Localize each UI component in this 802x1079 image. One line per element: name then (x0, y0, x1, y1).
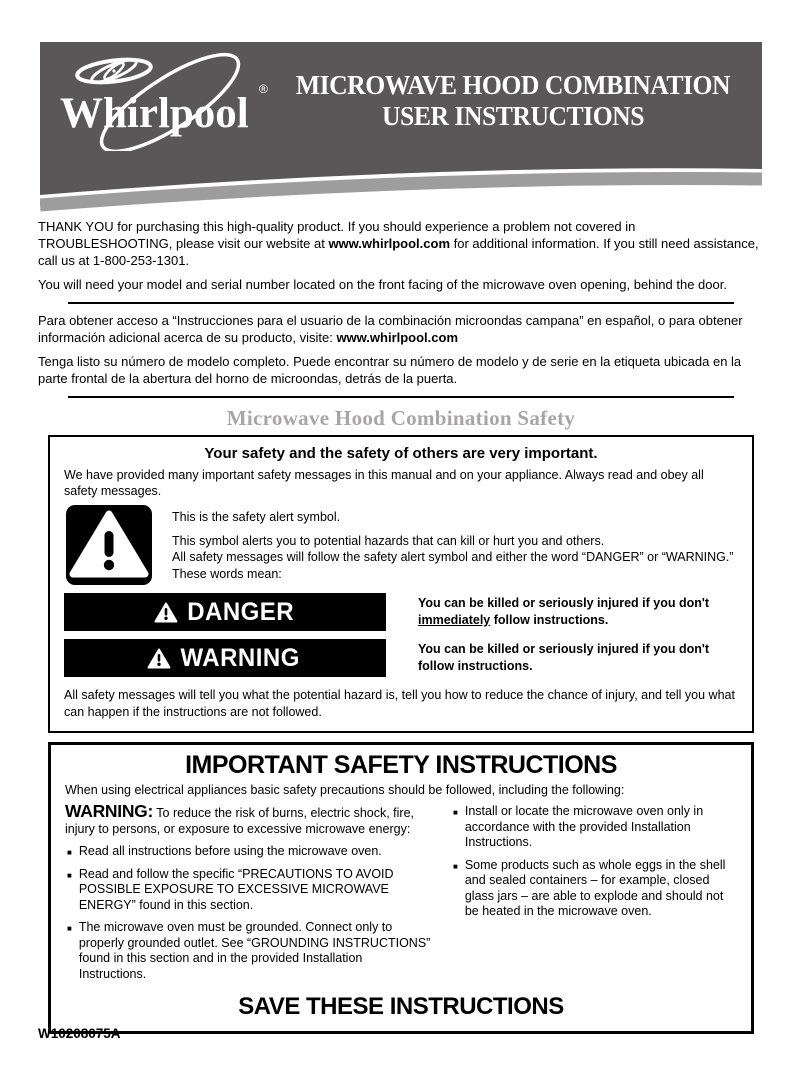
safety-section-title: Microwave Hood Combination Safety (226, 406, 576, 430)
list-item (451, 804, 739, 851)
thank-you-text-cont: for additional information. If you still need assistance, call us at 1-800-253-1301. (38, 236, 759, 268)
danger-description (418, 595, 738, 629)
registered-mark: ® (259, 81, 268, 96)
whirlpool-logo-icon (52, 47, 282, 151)
list-item (451, 858, 739, 920)
banner-swoosh (40, 160, 762, 212)
safety-closing-text: All safety messages will tell you what the potential hazard is, tell you how to reduce the chance of injury, and tell you what can happen if the instructions are not followed. (64, 688, 735, 719)
danger-alert-icon (154, 602, 178, 623)
header-banner (40, 42, 762, 212)
whirlpool-url-spanish: www.whirlpool.com (336, 330, 459, 345)
spanish-access-paragraph (38, 312, 764, 346)
safety-intro-text: We have provided many important safety messages in this manual and on your appliance. Always read and obey all safety messages. (64, 468, 704, 498)
alert-line-2: This symbol alerts you to potential hazards that can kill or hurt you and others. (172, 533, 605, 548)
alert-line-1: This is the safety alert symbol. (172, 510, 341, 524)
safety-alert-icon (66, 505, 152, 585)
whirlpool-url: www.whirlpool.com (328, 236, 451, 251)
bullet-square-icon: ■ (453, 808, 458, 817)
isi-title: IMPORTANT SAFETY INSTRUCTIONS (185, 751, 617, 779)
danger-text: You can be killed or seriously injured if you don't (418, 596, 709, 610)
banner-dark-area (40, 42, 762, 160)
manual-title (294, 70, 733, 132)
brand-wordmark: Whirlpool (60, 89, 249, 137)
thank-you-paragraph (38, 218, 764, 269)
bullet-text: The microwave oven must be grounded. Connect only to properly grounded outlet. See “GROUNDING INSTRUCTIONS” found in this section and in the provided Installation Instructions. (78, 920, 431, 981)
safety-alert-row (66, 505, 738, 585)
manual-page (0, 42, 802, 1041)
whirlpool-swirl-icon (76, 53, 153, 88)
warning-paragraph-text: To reduce the risk of burns, electric shock, fire, injury to persons, or exposure to excessive microwave energy: (65, 806, 415, 836)
model-serial-paragraph: You will need your model and serial number located on the front facing of the microwave oven opening, behind the door. (38, 277, 727, 292)
isi-warning-paragraph (65, 801, 433, 837)
danger-text-cont: follow instructions. (490, 613, 609, 627)
intro-section (38, 218, 764, 398)
warning-description (418, 641, 738, 675)
bullet-square-icon: ■ (67, 870, 72, 880)
manual-title-line1: MICROWAVE HOOD COMBINATION (295, 70, 731, 100)
danger-text-underlined: immediately (418, 613, 491, 627)
isi-left-column (65, 801, 433, 989)
safety-box (48, 435, 754, 733)
danger-row (64, 593, 738, 631)
list-item (65, 844, 433, 860)
isi-columns (65, 801, 739, 989)
document-number: W10208075A (38, 1026, 121, 1041)
warning-signal-bar (64, 639, 386, 677)
spanish-model-paragraph: Tenga listo su número de modelo completo. Puede encontrar su número de modelo y de serie en la etiqueta ubicada en la parte frontal de la abertura del horno de microondas, detrás de la puerta. (38, 354, 742, 386)
warning-text: You can be killed or seriously injured if you don't follow instructions. (418, 642, 709, 673)
list-item (65, 867, 433, 914)
bullet-text: Read and follow the specific “PRECAUTIONS TO AVOID POSSIBLE EXPOSURE TO EXCESSIVE MICROWAVE ENERGY” found in this section. (78, 866, 394, 912)
important-safety-instructions-box (48, 742, 754, 1034)
thank-you-text: THANK YOU for purchasing this high-quality product. If you should experience a problem not covered in TROUBLESHOOTING, please visit our website at (38, 219, 636, 251)
spanish-access-text: Para obtener acceso a “Instrucciones para el usuario de la combinación microondas campana” en español, o para obtener información adicional acerca de su producto, visite: (38, 313, 743, 345)
isi-intro-text: When using electrical appliances basic safety precautions should be followed, including the following: (65, 783, 625, 797)
safety-alert-explanation (172, 505, 734, 582)
warning-row (64, 639, 738, 677)
bullet-square-icon: ■ (453, 861, 458, 871)
isi-right-column (451, 804, 739, 989)
bullet-text: Install or locate the microwave oven only in accordance with the provided Installation Instructions. (464, 804, 704, 849)
save-instructions-heading: SAVE THESE INSTRUCTIONS (238, 993, 564, 1020)
whirlpool-logo (52, 47, 282, 156)
list-item (65, 920, 433, 982)
alert-line-4: These words mean: (172, 566, 282, 581)
warning-keyword: WARNING: (65, 801, 154, 821)
divider-rule-2 (68, 396, 734, 398)
bullet-square-icon: ■ (67, 924, 72, 933)
bullet-square-icon: ■ (67, 848, 72, 857)
alert-line-3: All safety messages will follow the safety alert symbol and either the word “DANGER” or “WARNING.” (172, 550, 734, 564)
warning-label: WARNING (180, 643, 301, 672)
manual-title-line2: USER INSTRUCTIONS (381, 101, 645, 131)
warning-alert-icon (147, 648, 171, 669)
divider-rule-1 (68, 302, 734, 304)
bullet-text: Read all instructions before using the microwave oven. (78, 844, 382, 858)
safety-headline: Your safety and the safety of others are very important. (204, 445, 598, 462)
bullet-text: Some products such as whole eggs in the shell and sealed containers – for example, closed glass jars – are able to explode and should not be heated in the microwave oven. (464, 857, 726, 918)
danger-label: DANGER (187, 597, 294, 626)
danger-signal-bar (64, 593, 386, 631)
